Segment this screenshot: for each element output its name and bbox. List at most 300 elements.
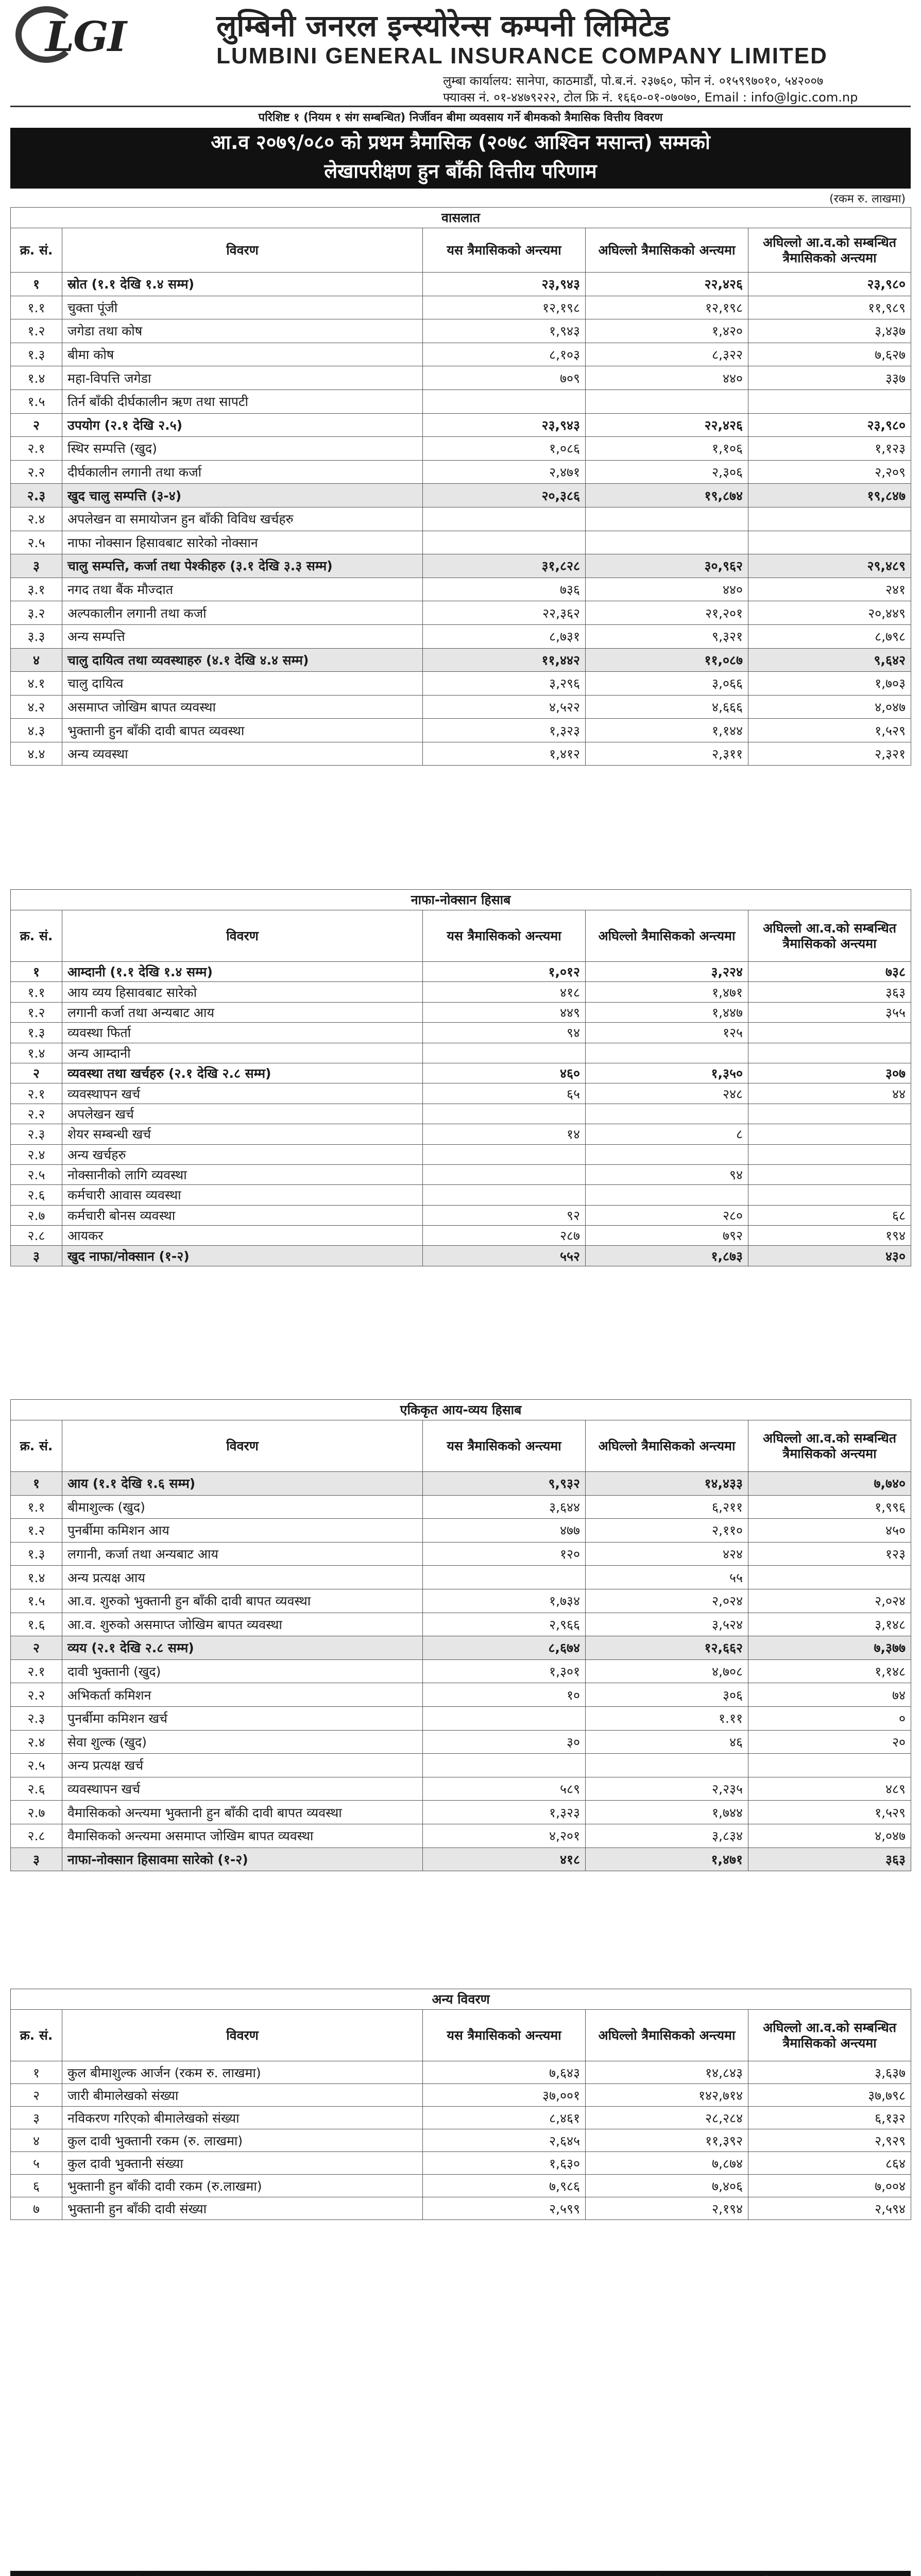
row-desc: कर्मचारी आवास व्यवस्था — [62, 1185, 423, 1205]
row-desc: व्यवस्थापन खर्च — [62, 1777, 423, 1801]
row-prev-quarter: १,४७१ — [586, 1848, 748, 1871]
row-this-quarter — [423, 1185, 586, 1205]
row-desc: कुल बीमाशुल्क आर्जन (रकम रु. लाखमा) — [62, 2061, 423, 2084]
row-this-quarter: ६५ — [423, 1083, 586, 1104]
row-this-quarter: १,७३४ — [423, 1589, 586, 1613]
row-sn: २.७ — [11, 1801, 62, 1824]
row-sn: ४ — [11, 2129, 62, 2152]
row-prev-year: २० — [748, 1730, 911, 1754]
row-sn: २.५ — [11, 1754, 62, 1777]
income-expense-table — [10, 1399, 911, 1871]
row-this-quarter — [423, 507, 586, 531]
table-row — [11, 413, 911, 437]
row-prev-quarter: ४४० — [586, 366, 748, 390]
row-sn: ३.१ — [11, 578, 62, 601]
row-sn: २.६ — [11, 1777, 62, 1801]
row-sn: ३.३ — [11, 624, 62, 648]
row-prev-quarter: ३०,९६२ — [586, 554, 748, 578]
row-prev-quarter: १२,१९८ — [586, 296, 748, 319]
row-desc: व्यवस्था तथा खर्चहरु (२.१ देखि २.८ सम्म) — [62, 1063, 423, 1083]
row-this-quarter: ४४९ — [423, 1002, 586, 1022]
row-sn: १.२ — [11, 1002, 62, 1022]
table-row — [11, 1589, 911, 1613]
row-prev-year: ३६३ — [748, 982, 911, 1002]
table-row — [11, 1659, 911, 1683]
row-this-quarter: २०,३८६ — [423, 484, 586, 507]
disclosure-title-line-1 — [10, 2573, 911, 2576]
row-this-quarter: २,६४५ — [423, 2129, 586, 2152]
row-sn: ६ — [11, 2175, 62, 2197]
row-desc: असमाप्त जोखिम बापत व्यवस्था — [62, 695, 423, 719]
row-desc: नगद तथा बैंक मौज्दात — [62, 578, 423, 601]
row-prev-year — [748, 1185, 911, 1205]
row-this-quarter: ४७७ — [423, 1519, 586, 1543]
row-prev-year: ८६४ — [748, 2152, 911, 2175]
row-prev-quarter: ९४ — [586, 1164, 748, 1184]
row-sn: १ — [11, 1472, 62, 1496]
company-name-english: LUMBINI GENERAL INSURANCE COMPANY LIMITED — [216, 43, 828, 69]
row-prev-year: ६८ — [748, 1205, 911, 1225]
row-sn: २.३ — [11, 484, 62, 507]
row-sn: ४.३ — [11, 719, 62, 742]
row-prev-quarter: ४४० — [586, 578, 748, 601]
row-sn: १.५ — [11, 1589, 62, 1613]
row-sn: २.६ — [11, 1185, 62, 1205]
row-this-quarter — [423, 1706, 586, 1730]
address-line-1: लुम्बा कार्यालय: सानेपा, काठमाडौं, पो.ब.नं. २३७६०, फोन नं. ०१५९९७०१०, ५४२००७ — [443, 74, 824, 88]
row-prev-year: ३०७ — [748, 1063, 911, 1083]
row-this-quarter — [423, 1566, 586, 1589]
row-desc: वैमासिकको अन्त्यमा असमाप्त जोखिम बापत व्यवस्था — [62, 1824, 423, 1848]
row-prev-year: ७,००४ — [748, 2175, 911, 2197]
row-this-quarter: ४,२०१ — [423, 1824, 586, 1848]
row-prev-quarter: १४,४३३ — [586, 1472, 748, 1496]
table-row — [11, 1848, 911, 1871]
row-this-quarter — [423, 1043, 586, 1063]
row-sn: ३ — [11, 2107, 62, 2129]
col-prev-year: अघिल्लो आ.व.को सम्बन्धित त्रैमासिकको अन्त्यमा — [748, 1420, 911, 1472]
col-desc: विवरण — [62, 1420, 423, 1472]
table-row — [11, 1801, 911, 1824]
row-prev-year — [748, 1164, 911, 1184]
table-row — [11, 1613, 911, 1636]
row-this-quarter — [423, 1104, 586, 1124]
table-row — [11, 273, 911, 296]
row-desc: वैमासिकको अन्त्यमा भुक्तानी हुन बाँकी दावी बापत व्यवस्था — [62, 1801, 423, 1824]
row-sn: २.१ — [11, 1083, 62, 1104]
row-desc: दीर्घकालीन लगानी तथा कर्जा — [62, 460, 423, 484]
row-prev-year: २३,९८० — [748, 273, 911, 296]
row-prev-quarter — [586, 389, 748, 413]
row-prev-quarter: २,०२४ — [586, 1589, 748, 1613]
row-prev-year: ३७,७९८ — [748, 2084, 911, 2107]
row-desc: नाफा नोक्सान हिसावबाट सारेको नोक्सान — [62, 531, 423, 554]
row-this-quarter: ५८९ — [423, 1777, 586, 1801]
row-sn: ४.२ — [11, 695, 62, 719]
row-this-quarter: ४६० — [423, 1063, 586, 1083]
row-this-quarter: १,३२३ — [423, 719, 586, 742]
row-desc: नोक्सानीको लागि व्यवस्था — [62, 1164, 423, 1184]
other-details-table — [10, 1989, 911, 2220]
row-prev-year: ७,३७७ — [748, 1636, 911, 1660]
table-row — [11, 1706, 911, 1730]
row-desc: पुनर्बीमा कमिशन आय — [62, 1519, 423, 1543]
row-prev-year: १,१४८ — [748, 1659, 911, 1683]
row-desc: भुक्तानी हुन बाँकी दावी बापत व्यवस्था — [62, 719, 423, 742]
col-sn: क्र. सं. — [11, 910, 62, 962]
row-prev-year: १,९९६ — [748, 1495, 911, 1519]
table-row — [11, 719, 911, 742]
row-prev-quarter: १,३५० — [586, 1063, 748, 1083]
row-prev-year: ४५० — [748, 1519, 911, 1543]
row-prev-quarter: २,३११ — [586, 742, 748, 766]
col-prev-year: अघिल्लो आ.व.को सम्बन्धित त्रैमासिकको अन्त्यमा — [748, 228, 911, 273]
col-prev-quarter: अघिल्लो त्रैमासिकको अन्त्यमा — [586, 2010, 748, 2061]
col-this-quarter: यस त्रैमासिकको अन्त्यमा — [423, 910, 586, 962]
row-prev-year: ३,६३७ — [748, 2061, 911, 2084]
row-desc: आ.व. शुरुको भुक्तानी हुन बाँकी दावी बापत व्यवस्था — [62, 1589, 423, 1613]
row-desc: आयकर — [62, 1226, 423, 1246]
report-title-line-1: आ.व २०७९/०८० को प्रथम त्रैमासिक (२०७८ आश्विन मसान्त) सम्मको — [211, 131, 710, 154]
balance-sheet-table — [10, 207, 911, 766]
row-sn: २.४ — [11, 507, 62, 531]
address-line-2: फ्याक्स नं. ०१-४४७९२२२, टोल फ्रि नं. १६६०-०१-०७०७०, Email : info@lgic.com.np — [443, 90, 858, 105]
row-desc: चालु सम्पत्ति, कर्जा तथा पेश्कीहरु (३.१ देखि ३.३ सम्म) — [62, 554, 423, 578]
row-prev-year: ४३० — [748, 1246, 911, 1266]
row-this-quarter: ३,६४४ — [423, 1495, 586, 1519]
row-prev-quarter: ३,२२४ — [586, 962, 748, 982]
row-prev-quarter: १२,६६२ — [586, 1636, 748, 1660]
row-desc: अभिकर्ता कमिशन — [62, 1683, 423, 1707]
table-row — [11, 982, 911, 1002]
row-desc: अपलेखन खर्च — [62, 1104, 423, 1124]
table-row — [11, 2129, 911, 2152]
row-desc: पुनर्बीमा कमिशन खर्च — [62, 1706, 423, 1730]
row-sn: १ — [11, 962, 62, 982]
header-divider — [10, 106, 911, 107]
header — [0, 0, 921, 77]
row-prev-year: ६,१३२ — [748, 2107, 911, 2129]
row-this-quarter: १,३०१ — [423, 1659, 586, 1683]
col-prev-quarter: अघिल्लो त्रैमासिकको अन्त्यमा — [586, 910, 748, 962]
row-sn: ३.२ — [11, 601, 62, 625]
row-sn: २.३ — [11, 1706, 62, 1730]
row-desc: सेवा शुल्क (खुद) — [62, 1730, 423, 1754]
income-expense-title: एकिकृत आय-व्यय हिसाब — [11, 1400, 911, 1420]
table-row — [11, 578, 911, 601]
table-row — [11, 624, 911, 648]
col-desc: विवरण — [62, 228, 423, 273]
row-this-quarter: १,०८६ — [423, 437, 586, 461]
row-desc: लगानी, कर्जा तथा अन्यबाट आय — [62, 1542, 423, 1566]
row-prev-year: १२३ — [748, 1542, 911, 1566]
row-sn: १.४ — [11, 1566, 62, 1589]
row-prev-quarter — [586, 507, 748, 531]
row-sn: १ — [11, 2061, 62, 2084]
amount-unit-note: (रकम रु. लाखमा) — [829, 193, 906, 206]
company-name-nepali: लुम्बिनी जनरल इन्स्योरेन्स कम्पनी लिमिटेड — [216, 8, 670, 43]
row-prev-quarter: २८,२८४ — [586, 2107, 748, 2129]
row-sn: १.३ — [11, 1542, 62, 1566]
row-desc: अन्य प्रत्यक्ष खर्च — [62, 1754, 423, 1777]
row-this-quarter: ३,२९६ — [423, 672, 586, 696]
row-prev-year: १,७०३ — [748, 672, 911, 696]
row-prev-year: ७४ — [748, 1683, 911, 1707]
row-prev-year — [748, 1566, 911, 1589]
table-row — [11, 366, 911, 390]
row-prev-year — [748, 507, 911, 531]
row-desc: कुल दावी भुक्तानी संख्या — [62, 2152, 423, 2175]
row-prev-quarter: १.११ — [586, 1706, 748, 1730]
row-prev-year: ३,४३७ — [748, 319, 911, 343]
row-prev-quarter — [586, 1185, 748, 1205]
row-this-quarter: ३० — [423, 1730, 586, 1754]
row-prev-quarter: १,७४४ — [586, 1801, 748, 1824]
row-this-quarter: ९२ — [423, 1205, 586, 1225]
row-this-quarter: ८,६७४ — [423, 1636, 586, 1660]
row-this-quarter: १,०१२ — [423, 962, 586, 982]
row-desc: भुक्तानी हुन बाँकी दावी रकम (रु.लाखमा) — [62, 2175, 423, 2197]
row-sn: २.१ — [11, 1659, 62, 1683]
table-row — [11, 1246, 911, 1266]
col-desc: विवरण — [62, 910, 423, 962]
row-prev-year — [748, 531, 911, 554]
row-this-quarter: ७०९ — [423, 366, 586, 390]
row-desc: अन्य प्रत्यक्ष आय — [62, 1566, 423, 1589]
row-prev-quarter — [586, 1754, 748, 1777]
col-this-quarter: यस त्रैमासिकको अन्त्यमा — [423, 1420, 586, 1472]
profit-loss-title: नाफा-नोक्सान हिसाब — [11, 890, 911, 910]
row-this-quarter: १० — [423, 1683, 586, 1707]
row-this-quarter: १४ — [423, 1124, 586, 1144]
table-row — [11, 1472, 911, 1496]
row-prev-quarter: ३,०६६ — [586, 672, 748, 696]
row-sn: २.४ — [11, 1144, 62, 1164]
table-row — [11, 1164, 911, 1184]
table-row — [11, 1043, 911, 1063]
col-sn: क्र. सं. — [11, 1420, 62, 1472]
row-prev-year: १,१२३ — [748, 437, 911, 461]
row-sn: १.१ — [11, 982, 62, 1002]
row-prev-year: ३६३ — [748, 1848, 911, 1871]
row-sn: १.४ — [11, 366, 62, 390]
row-prev-year: २,२०९ — [748, 460, 911, 484]
disclosure-title — [10, 2571, 911, 2576]
row-sn: २.१ — [11, 437, 62, 461]
row-this-quarter: २३,९४३ — [423, 273, 586, 296]
appendix-subtitle: परिशिष्ट १ (नियम १ संग सम्बन्धित) निर्जीवन बीमा व्यवसाय गर्ने बीमकको त्रैमासिक वित्तीय विवरण — [258, 111, 663, 124]
row-prev-year: १,५२९ — [748, 719, 911, 742]
row-prev-quarter: १,१०६ — [586, 437, 748, 461]
row-this-quarter: ११,४४२ — [423, 648, 586, 672]
row-prev-year: ४४ — [748, 1083, 911, 1104]
row-prev-quarter: २,३०६ — [586, 460, 748, 484]
row-prev-quarter: ३,५२४ — [586, 1613, 748, 1636]
row-desc: स्रोत (१.१ देखि १.४ सम्म) — [62, 273, 423, 296]
table-row — [11, 343, 911, 366]
col-this-quarter: यस त्रैमासिकको अन्त्यमा — [423, 2010, 586, 2061]
row-sn: ४.१ — [11, 672, 62, 696]
row-desc: आय (१.१ देखि १.६ सम्म) — [62, 1472, 423, 1496]
row-this-quarter — [423, 531, 586, 554]
row-sn: २.२ — [11, 460, 62, 484]
row-desc: चालु दायित्व — [62, 672, 423, 696]
row-desc: खुद नाफा/नोक्सान (१-२) — [62, 1246, 423, 1266]
row-prev-quarter — [586, 1144, 748, 1164]
row-sn: २ — [11, 1063, 62, 1083]
table-row — [11, 742, 911, 766]
col-sn: क्र. सं. — [11, 228, 62, 273]
table-row — [11, 1519, 911, 1543]
row-this-quarter: १,६३० — [423, 2152, 586, 2175]
row-prev-year: ४,०४७ — [748, 695, 911, 719]
row-sn: १.३ — [11, 1023, 62, 1043]
row-prev-year: ११,९८९ — [748, 296, 911, 319]
row-prev-year — [748, 389, 911, 413]
row-sn: २.२ — [11, 1104, 62, 1124]
row-prev-year — [748, 1104, 911, 1124]
row-prev-year: २४१ — [748, 578, 911, 601]
table-row — [11, 2061, 911, 2084]
row-prev-quarter: १,१४४ — [586, 719, 748, 742]
row-desc: आ.व. शुरुको असमाप्त जोखिम बापत व्यवस्था — [62, 1613, 423, 1636]
row-sn: २.५ — [11, 531, 62, 554]
row-this-quarter: ४,५२२ — [423, 695, 586, 719]
row-prev-quarter: २२,४२६ — [586, 413, 748, 437]
row-desc: जारी बीमालेखको संख्या — [62, 2084, 423, 2107]
row-sn: ७ — [11, 2197, 62, 2220]
row-desc: अन्य व्यवस्था — [62, 742, 423, 766]
table-row — [11, 1636, 911, 1660]
report-title — [10, 128, 911, 189]
report-title-line-2: लेखापरीक्षण हुन बाँकी वित्तीय परिणाम — [324, 160, 597, 182]
row-prev-quarter: ८,३२२ — [586, 343, 748, 366]
row-prev-year: ७३८ — [748, 962, 911, 982]
row-prev-year — [748, 1754, 911, 1777]
row-prev-year: १,५२९ — [748, 1801, 911, 1824]
balance-sheet-title: वासलात — [11, 208, 911, 228]
row-prev-quarter: १,८७३ — [586, 1246, 748, 1266]
row-this-quarter: ७३६ — [423, 578, 586, 601]
row-sn: १ — [11, 273, 62, 296]
row-desc: आय व्यय हिसावबाट सारेको — [62, 982, 423, 1002]
row-this-quarter: ३१,८२८ — [423, 554, 586, 578]
row-prev-quarter: २८० — [586, 1205, 748, 1225]
row-prev-year — [748, 1043, 911, 1063]
row-prev-quarter — [586, 1043, 748, 1063]
row-desc: लगानी कर्जा तथा अन्यबाट आय — [62, 1002, 423, 1022]
table-row — [11, 1683, 911, 1707]
row-sn: १.५ — [11, 389, 62, 413]
row-this-quarter: २,५९९ — [423, 2197, 586, 2220]
row-this-quarter — [423, 1754, 586, 1777]
row-desc: अल्पकालीन लगानी तथा कर्जा — [62, 601, 423, 625]
col-sn: क्र. सं. — [11, 2010, 62, 2061]
row-desc: भुक्तानी हुन बाँकी दावी संख्या — [62, 2197, 423, 2220]
row-prev-quarter: २,२३५ — [586, 1777, 748, 1801]
row-desc: कर्मचारी बोनस व्यवस्था — [62, 1205, 423, 1225]
table-row — [11, 319, 911, 343]
row-sn: १.६ — [11, 1613, 62, 1636]
table-row — [11, 1144, 911, 1164]
row-prev-quarter — [586, 1104, 748, 1124]
row-desc: दावी भुक्तानी (खुद) — [62, 1659, 423, 1683]
row-this-quarter: ९४ — [423, 1023, 586, 1043]
row-sn: २.२ — [11, 1683, 62, 1707]
row-this-quarter: ५५२ — [423, 1246, 586, 1266]
row-sn: १.३ — [11, 343, 62, 366]
row-desc: अन्य आम्दानी — [62, 1043, 423, 1063]
col-prev-year: अघिल्लो आ.व.को सम्बन्धित त्रैमासिकको अन्त्यमा — [748, 910, 911, 962]
row-this-quarter: ४१८ — [423, 982, 586, 1002]
row-prev-year — [748, 1124, 911, 1144]
row-sn: २ — [11, 1636, 62, 1660]
row-prev-quarter: ४,७०८ — [586, 1659, 748, 1683]
row-prev-year: २,०२४ — [748, 1589, 911, 1613]
row-this-quarter — [423, 1164, 586, 1184]
row-this-quarter: १,४१२ — [423, 742, 586, 766]
table-row — [11, 1002, 911, 1022]
row-prev-year: १९४ — [748, 1226, 911, 1246]
row-prev-year: ४८९ — [748, 1777, 911, 1801]
row-this-quarter — [423, 389, 586, 413]
col-this-quarter: यस त्रैमासिकको अन्त्यमा — [423, 228, 586, 273]
row-sn: १.१ — [11, 1495, 62, 1519]
row-this-quarter: ८,४६१ — [423, 2107, 586, 2129]
col-desc: विवरण — [62, 2010, 423, 2061]
table-row — [11, 648, 911, 672]
row-desc: स्थिर सम्पत्ति (खुद) — [62, 437, 423, 461]
row-prev-year: २,३२१ — [748, 742, 911, 766]
row-prev-year: २,९२९ — [748, 2129, 911, 2152]
table-row — [11, 962, 911, 982]
row-this-quarter: १,९४३ — [423, 319, 586, 343]
row-prev-quarter: १,४२० — [586, 319, 748, 343]
row-sn: २.४ — [11, 1730, 62, 1754]
table-row — [11, 1104, 911, 1124]
row-this-quarter: २,४७१ — [423, 460, 586, 484]
row-desc: जगेडा तथा कोष — [62, 319, 423, 343]
row-prev-year: ० — [748, 1706, 911, 1730]
row-prev-quarter: ९,३२१ — [586, 624, 748, 648]
row-prev-quarter: २,११० — [586, 1519, 748, 1543]
row-desc: व्यय (२.१ देखि २.८ सम्म) — [62, 1636, 423, 1660]
row-desc: नाफा-नोक्सान हिसावमा सारेको (१-२) — [62, 1848, 423, 1871]
row-prev-year: ३५५ — [748, 1002, 911, 1022]
row-prev-year: १९,८४७ — [748, 484, 911, 507]
row-this-quarter: २,९६६ — [423, 1613, 586, 1636]
row-desc: महा-विपत्ति जगेडा — [62, 366, 423, 390]
row-desc: नविकरण गरिएको बीमालेखको संख्या — [62, 2107, 423, 2129]
table-row — [11, 1124, 911, 1144]
row-sn: २ — [11, 413, 62, 437]
table-row — [11, 1495, 911, 1519]
row-this-quarter: ३७,००१ — [423, 2084, 586, 2107]
row-this-quarter: २३,९४३ — [423, 413, 586, 437]
row-this-quarter: २२,३६२ — [423, 601, 586, 625]
table-row — [11, 695, 911, 719]
table-row — [11, 437, 911, 461]
row-prev-quarter: ७,४०६ — [586, 2175, 748, 2197]
row-sn: ३ — [11, 1848, 62, 1871]
row-sn: २.८ — [11, 1226, 62, 1246]
row-this-quarter: ७,९८६ — [423, 2175, 586, 2197]
table-row — [11, 2197, 911, 2220]
row-sn: ४.४ — [11, 742, 62, 766]
row-desc: अन्य सम्पत्ति — [62, 624, 423, 648]
row-sn: २.८ — [11, 1824, 62, 1848]
row-desc: व्यवस्थापन खर्च — [62, 1083, 423, 1104]
